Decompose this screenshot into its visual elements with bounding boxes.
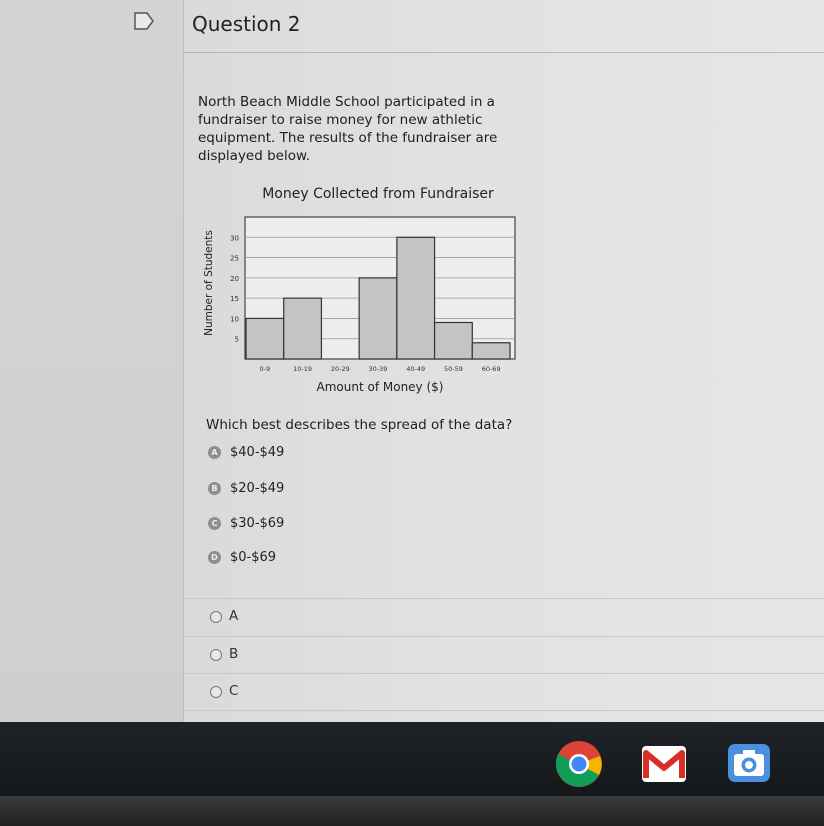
y-tick-label: 5: [234, 335, 239, 344]
chrome-icon[interactable]: [555, 740, 603, 788]
left-rail: [0, 0, 184, 722]
prompt-line: displayed below.: [198, 148, 311, 164]
question-prompt: [198, 93, 538, 165]
taskbar: [0, 722, 824, 796]
gmail-icon[interactable]: [640, 744, 688, 784]
histogram-chart: [200, 181, 540, 401]
prompt-line: North Beach Middle School participated in a: [198, 94, 495, 110]
x-tick-label: 20-29: [330, 365, 350, 373]
y-tick-label: 25: [230, 254, 239, 263]
option-letter-d: D: [208, 551, 221, 564]
bar-30-39: [359, 278, 397, 359]
bar-10-19: [284, 298, 322, 359]
option-text-a: $40-$49: [230, 445, 285, 460]
y-tick-label: 30: [230, 234, 239, 243]
question-header: [184, 0, 824, 53]
radio-a[interactable]: [210, 611, 222, 623]
prompt-line: equipment. The results of the fundraiser are: [198, 130, 498, 146]
radio-c[interactable]: [210, 686, 222, 698]
chart-ylabel: Number of Students: [203, 230, 215, 336]
answer-row-b[interactable]: [184, 636, 824, 675]
flag-icon[interactable]: [134, 12, 154, 30]
option-b: [208, 481, 284, 496]
x-tick-label: 50-59: [443, 365, 463, 373]
answer-label-c[interactable]: C: [229, 683, 239, 699]
x-tick-label: 10-19: [293, 365, 313, 373]
option-d: [208, 550, 276, 565]
radio-b[interactable]: [210, 649, 222, 661]
question-content: [184, 53, 824, 722]
camera-icon[interactable]: [726, 742, 772, 784]
prompt-line: fundraiser to raise money for new athletic: [198, 112, 483, 128]
option-text-d: $0-$69: [230, 550, 277, 565]
option-text-b: $20-$49: [230, 481, 285, 496]
answer-row-a[interactable]: [184, 598, 824, 637]
option-a: [208, 445, 284, 460]
x-tick-label: 30-39: [368, 365, 388, 373]
laptop-bezel: [0, 796, 824, 826]
bar-0-9: [246, 318, 284, 359]
option-text-c: $30-$69: [230, 516, 285, 531]
x-tick-label: 40-49: [406, 365, 426, 373]
chart-title: Money Collected from Fundraiser: [262, 186, 494, 202]
y-tick-label: 10: [230, 315, 239, 324]
page-title: Question 2: [192, 12, 301, 36]
bar-40-49: [397, 237, 435, 359]
option-letter-c: C: [208, 517, 221, 530]
answer-label-a[interactable]: A: [229, 608, 239, 624]
answer-label-b[interactable]: B: [229, 646, 239, 662]
x-ticks: [260, 365, 501, 373]
y-tick-label: 20: [230, 274, 239, 283]
y-tick-label: 15: [230, 295, 239, 304]
y-ticks: [230, 234, 239, 343]
x-tick-label: 60-69: [481, 365, 501, 373]
option-letter-a: A: [208, 446, 221, 459]
option-c: [208, 516, 284, 531]
x-tick-label: 0-9: [259, 365, 271, 373]
question-text: Which best describes the spread of the data?: [206, 417, 513, 433]
bar-50-59: [435, 322, 473, 359]
bar-60-69: [472, 343, 510, 359]
option-letter-b: B: [208, 482, 221, 495]
answer-row-c[interactable]: [184, 673, 824, 712]
chart-xlabel: Amount of Money ($): [316, 380, 444, 394]
